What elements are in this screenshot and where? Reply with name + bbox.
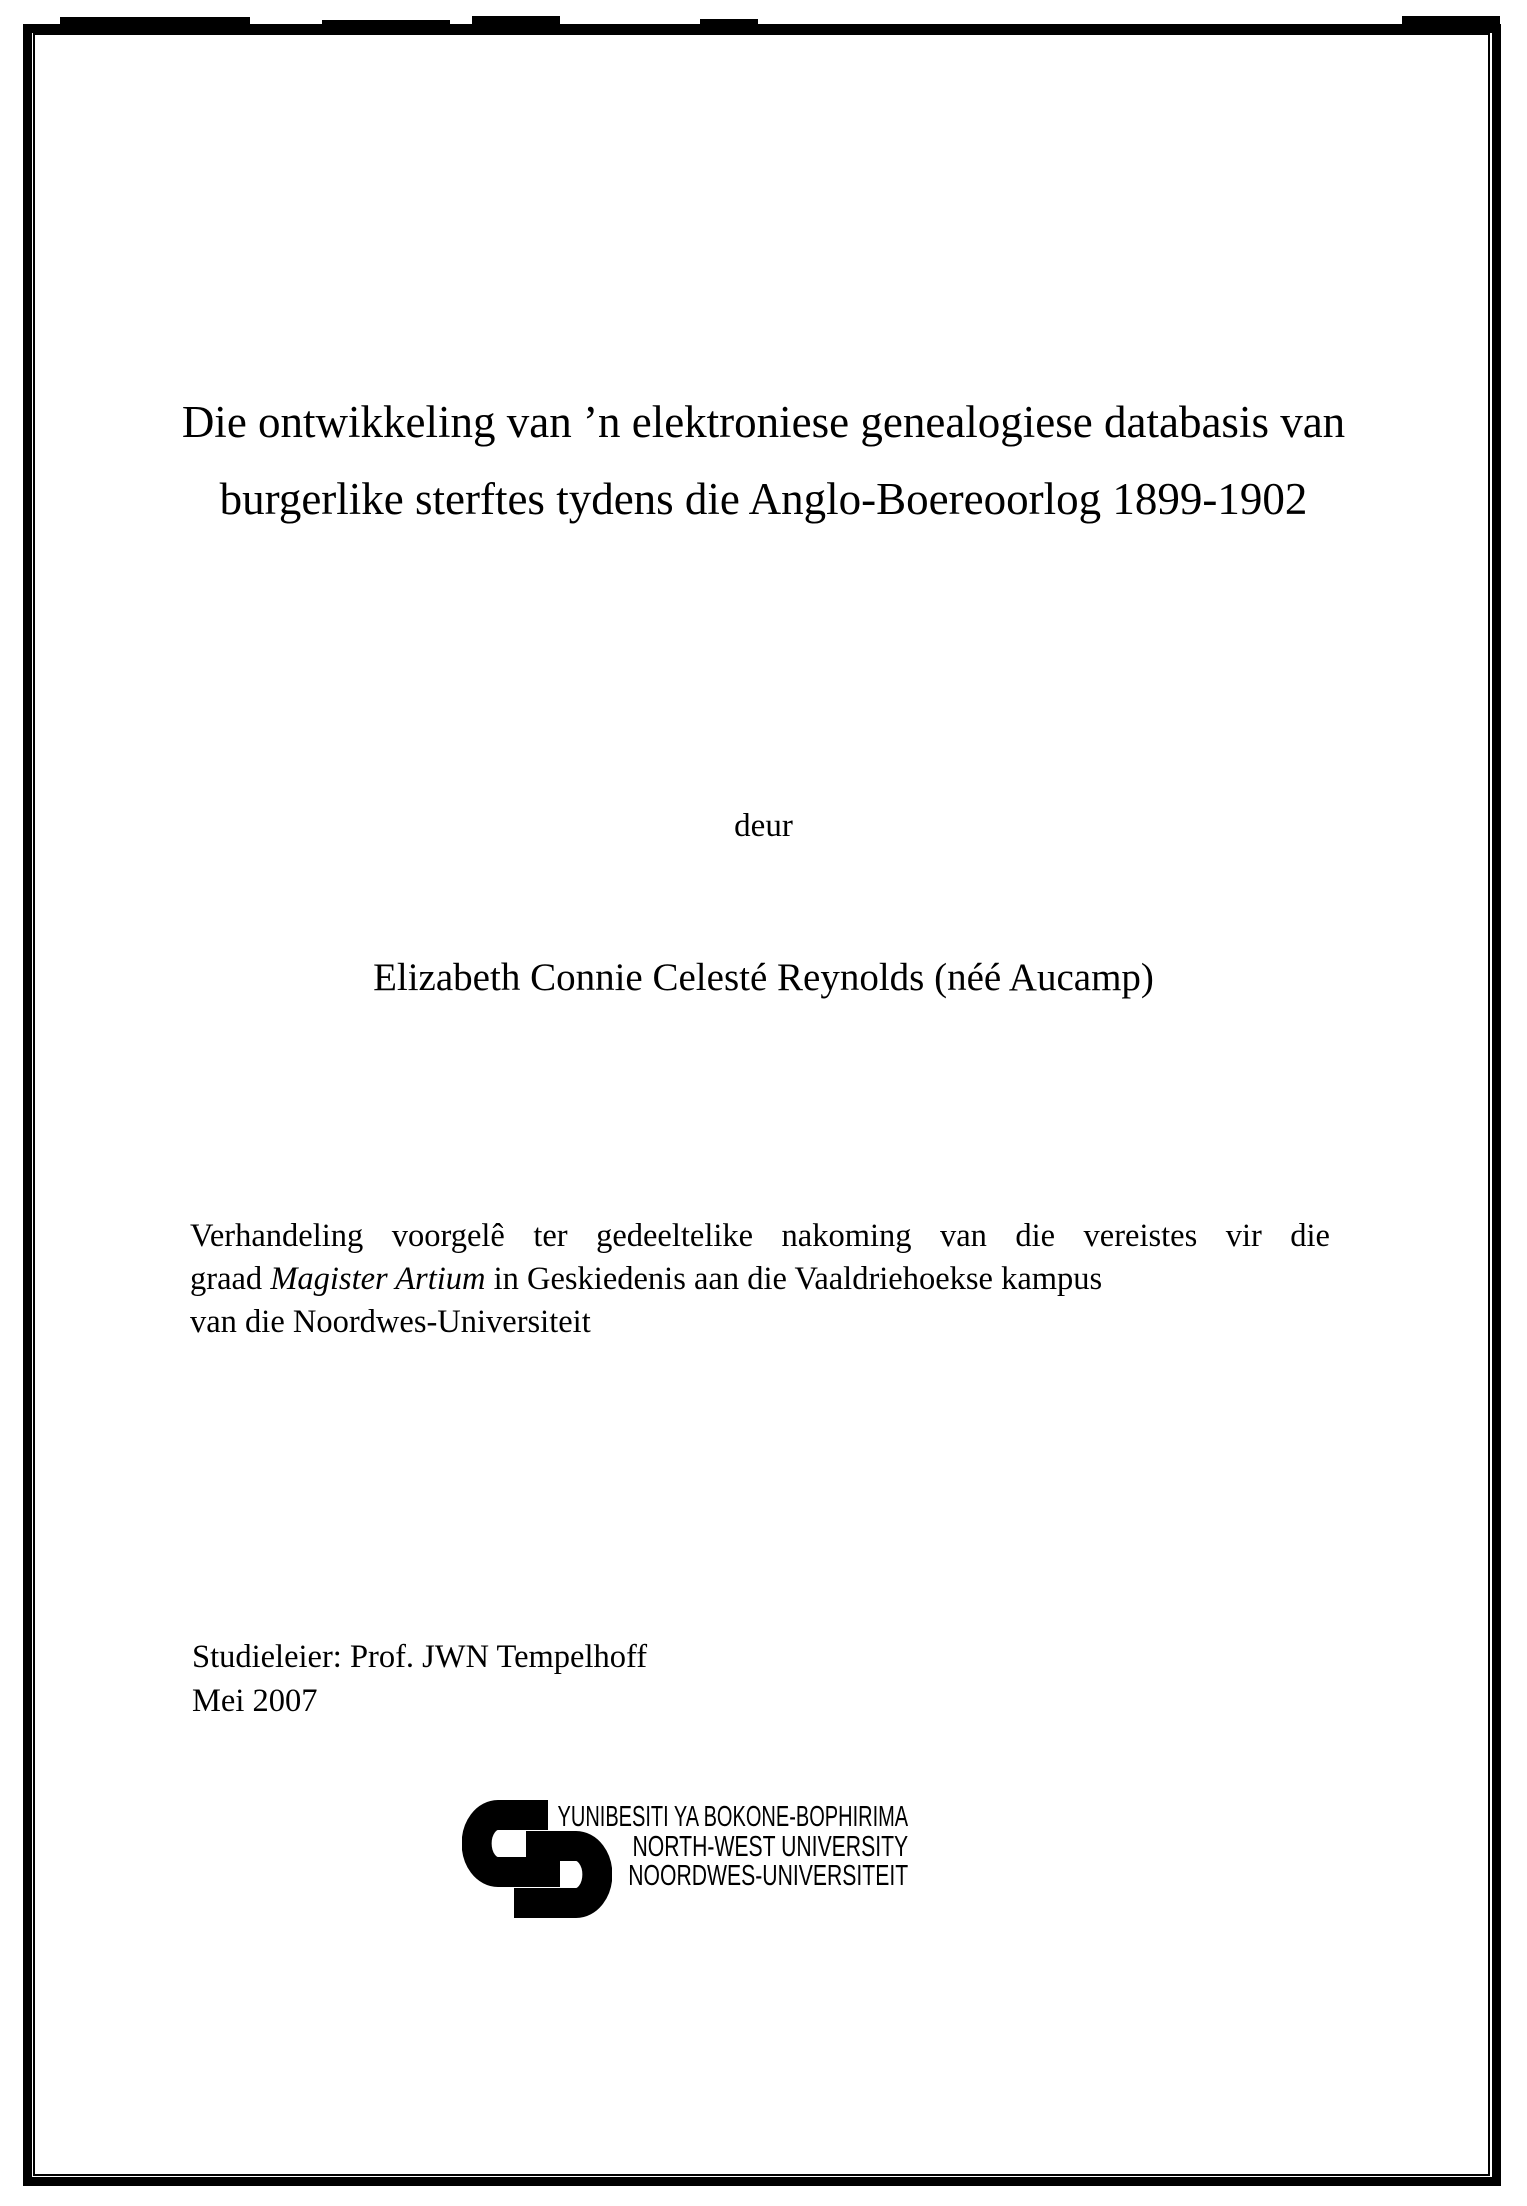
page-title <box>120 384 1407 538</box>
supervisor-block <box>192 1635 647 1723</box>
degree-name: Magister Artium <box>270 1261 486 1297</box>
statement-line-3: van die Noordwes-Universiteit <box>190 1304 591 1340</box>
title-line-1: Die ontwikkeling van ’n elektroniese genealogiese databasis van <box>181 397 1346 447</box>
university-logo <box>462 1795 908 1930</box>
university-logo-text <box>400 1803 908 1892</box>
scan-artifact <box>1402 16 1500 24</box>
scan-artifact <box>60 17 250 25</box>
supervisor-line: Studieleier: Prof. JWN Tempelhoff <box>192 1639 648 1675</box>
scan-artifact <box>322 20 450 26</box>
statement-line-2-suffix: in Geskiedenis aan die Vaaldriehoekse kampus <box>485 1261 1103 1297</box>
logo-text-afrikaans: NOORDWES-UNIVERSITEIT <box>628 1860 908 1892</box>
date-line: Mei 2007 <box>192 1683 318 1719</box>
byline-label: deur <box>734 808 793 844</box>
scan-artifact <box>700 19 758 25</box>
scan-artifact <box>472 16 560 25</box>
title-line-2: burgerlike sterftes tydens die Anglo-Boereoorlog 1899-1902 <box>219 474 1308 524</box>
logo-text-setswana: YUNIBESITI YA BOKONE-BOPHIRIMA <box>557 1801 908 1833</box>
statement-line-2 <box>190 1258 1330 1301</box>
logo-text-english: NORTH-WEST UNIVERSITY <box>632 1830 908 1863</box>
statement-line-1: Verhandeling voorgelê ter gedeeltelike nakoming van die vereistes vir die <box>190 1218 1330 1254</box>
author-name: Elizabeth Connie Celesté Reynolds (néé Aucamp) <box>373 956 1154 999</box>
submission-statement <box>190 1215 1330 1344</box>
statement-line-2-prefix: graad <box>190 1261 271 1297</box>
